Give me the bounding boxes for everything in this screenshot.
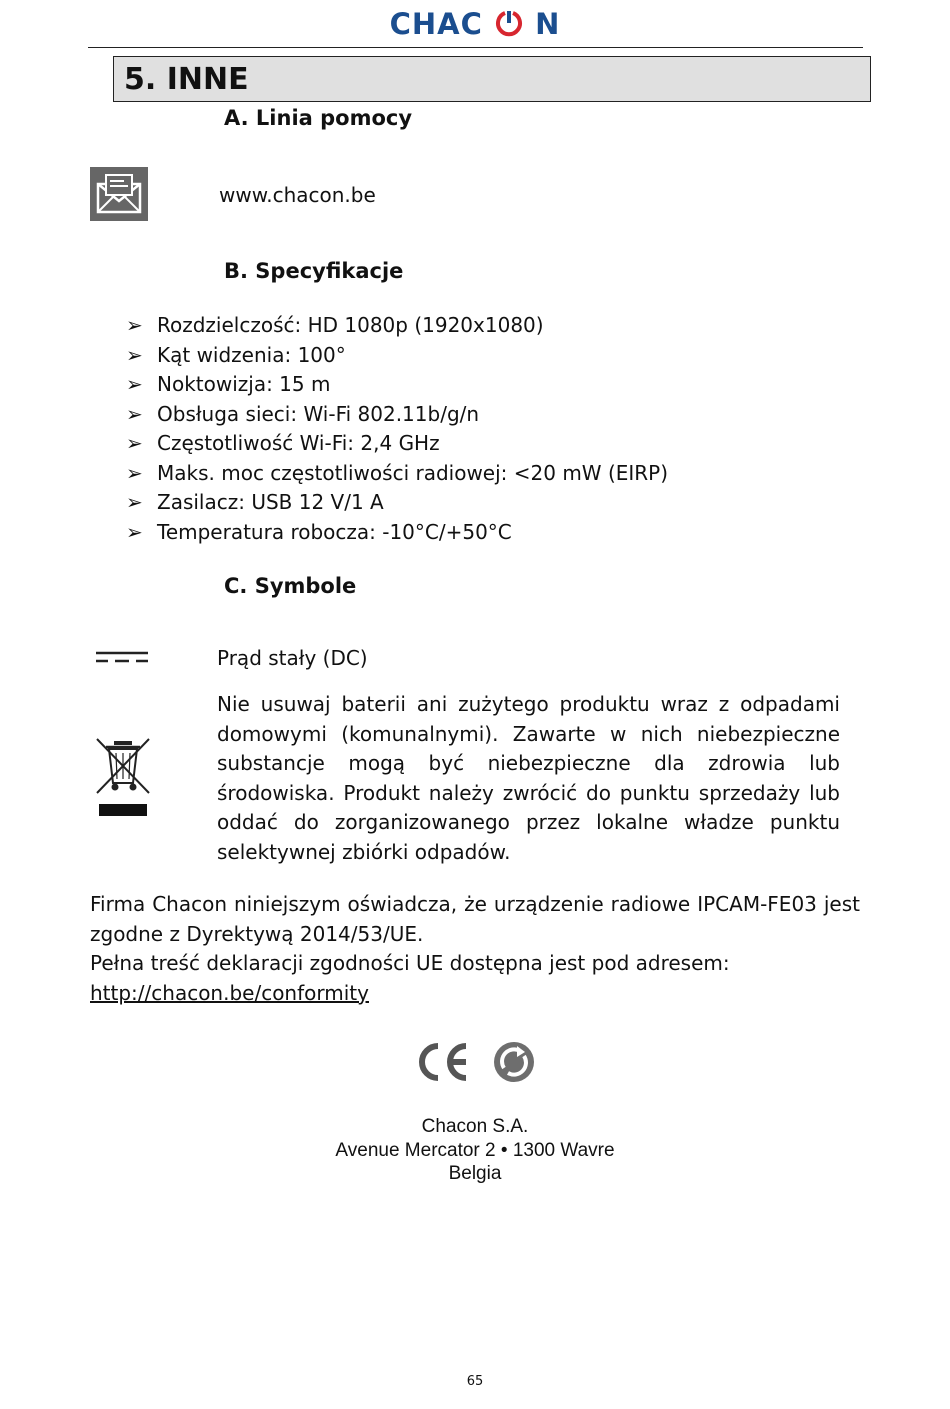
declaration-text: Firma Chacon niniejszym oświadcza, że urządzenie radiowe IPCAM-FE03 jest zgodne z Dyrektywą 2014/53/UE. [90, 892, 860, 946]
arrow-bullet-icon: ➢ [126, 490, 143, 514]
spec-text: Częstotliwość Wi-Fi: 2,4 GHz [157, 431, 440, 455]
chacon-logo [0, 4, 950, 44]
dc-symbol-icon [95, 650, 149, 671]
header-rule [88, 47, 863, 48]
weee-bin-icon [95, 737, 151, 824]
dc-symbol-glyph [95, 650, 149, 666]
spec-text: Zasilacz: USB 12 V/1 A [157, 490, 384, 514]
page-number: 65 [466, 1374, 484, 1389]
spec-text: Obsługa sieci: Wi-Fi 802.11b/g/n [157, 401, 480, 426]
recycling-glyph [492, 1040, 536, 1084]
section-title: 5. INNE [124, 62, 249, 97]
list-item [126, 518, 668, 548]
list-item [126, 429, 668, 459]
logo-text-end: N [535, 7, 561, 41]
list-item [126, 400, 668, 430]
arrow-bullet-icon: ➢ [126, 431, 143, 455]
logo-o [483, 7, 535, 41]
arrow-bullet-icon: ➢ [126, 342, 143, 367]
list-item [126, 459, 668, 489]
arrow-bullet-icon: ➢ [126, 460, 143, 485]
arrow-bullet-icon: ➢ [126, 519, 143, 544]
spec-text: Kąt widzenia: 100° [157, 342, 346, 367]
list-item [126, 341, 668, 371]
spec-list [126, 311, 668, 547]
weee-bin-glyph [95, 737, 151, 819]
list-item [126, 370, 668, 400]
arrow-bullet-icon: ➢ [126, 372, 143, 396]
logo-o-icon [494, 9, 524, 39]
ce-mark-icon [414, 1040, 472, 1089]
spec-text: Noktowizja: 15 m [157, 372, 331, 396]
company-address [0, 1115, 950, 1186]
weee-text: Nie usuwaj baterii ani zużytego produktu wraz z odpadami domowymi (komunalnymi). Zawarte w nich niebezpieczne substancje mogą być niebezpieczne dla zdrowia lub środowiska. Produkt należy zwrócić do punktu sprzedaży lub oddać do zorganizowanego przez lokalne władze punktu selektywnej zbiórki odpadów. [217, 692, 840, 864]
mail-envelope-glyph [90, 167, 148, 221]
company-street: Avenue Mercator 2 • 1300 Wavre [335, 1139, 615, 1161]
declaration [90, 890, 860, 1008]
help-website: www.chacon.be [219, 183, 376, 207]
company-name: Chacon S.A. [421, 1116, 529, 1137]
company-country: Belgia [448, 1163, 502, 1184]
spec-text: Temperatura robocza: -10°C/+50°C [157, 519, 512, 544]
mail-envelope-icon [90, 167, 148, 221]
help-heading: A. Linia pomocy [224, 106, 413, 130]
dc-text: Prąd stały (DC) [217, 646, 368, 670]
arrow-bullet-icon: ➢ [126, 313, 143, 337]
list-item [126, 488, 668, 518]
spec-text: Rozdzielczość: HD 1080p (1920x1080) [157, 313, 544, 337]
logo-text-start: CHAC [389, 7, 483, 41]
symbols-heading: C. Symbole [224, 574, 357, 598]
list-item [126, 311, 668, 341]
ce-mark-glyph [414, 1040, 472, 1084]
declaration-availability: Pełna treść deklaracji zgodności UE dostępna jest pod adresem: [90, 951, 730, 975]
arrow-bullet-icon: ➢ [126, 401, 143, 426]
spec-text: Maks. moc częstotliwości radiowej: <20 mW (EIRP) [157, 460, 669, 485]
specs-heading: B. Specyfikacje [224, 259, 404, 283]
conformity-link[interactable]: http://chacon.be/conformity [90, 980, 369, 1005]
green-dot-recycling-icon [492, 1040, 536, 1089]
